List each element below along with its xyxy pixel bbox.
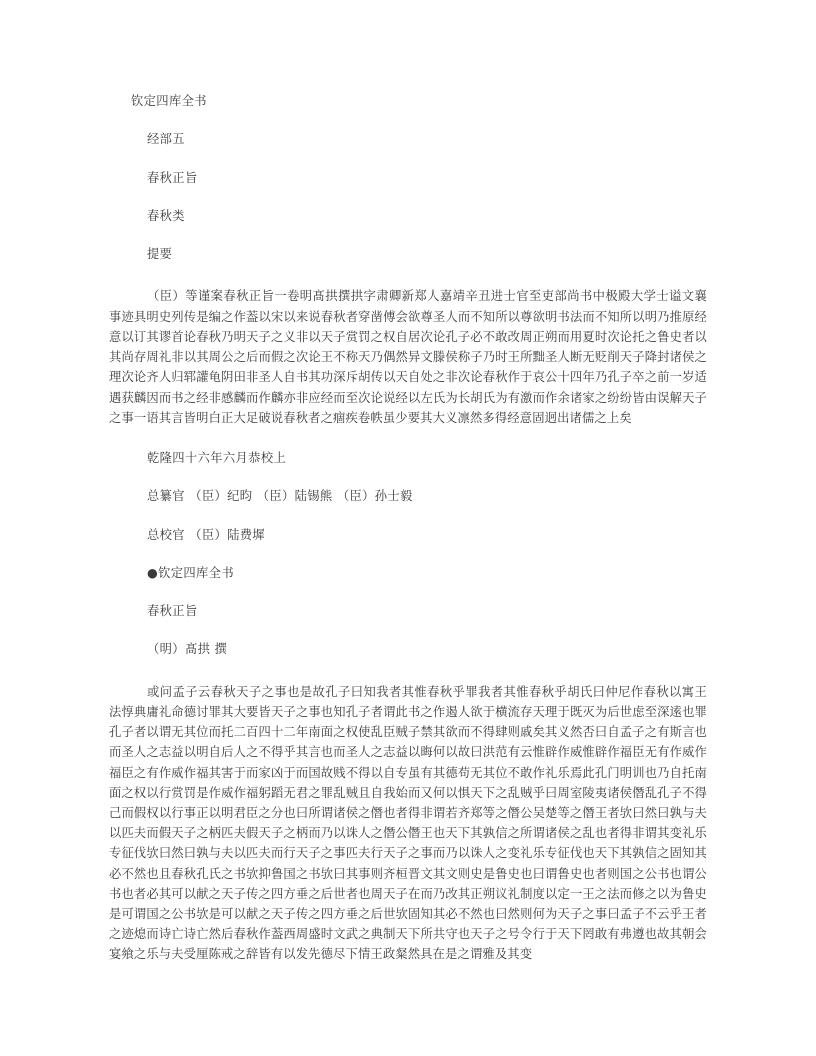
abstract-heading: 提要 xyxy=(147,247,173,262)
date-line: 乾隆四十六年六月恭校上 xyxy=(147,450,287,465)
body-collection-title: ●钦定四库全书 xyxy=(147,565,234,580)
document-body xyxy=(109,95,707,965)
collection-title: 钦定四库全书 xyxy=(131,94,207,108)
section-label: 经部五 xyxy=(147,132,185,147)
author-line: （明）髙拱 撰 xyxy=(147,642,228,657)
category-label: 春秋类 xyxy=(147,208,185,223)
abstract-paragraph: （臣）等谨案春秋正旨一卷明髙拱撰拱字肃卿新郑人嘉靖辛丑进士官至吏部尚书中极殿大学士谥文襄事迹具明史列传是编之作葢以宋以来说春秋者穿凿傅会欲尊圣人而不知所以尊欲明书法而不知所以明乃推原经意以订其谬首论春秋乃明天子之义非以天子赏罚之权自居次论孔子必不敢改周正朔而用夏时次论托之鲁史者以其尚存周礼非以其周公之后而假之次论王不称天乃偶然异文滕侯称子乃时王所黜圣人断无贬削天子降封诸侯之理次论齐人归郓讙龟阴田非圣人自书其功深斥胡传以天自处之非次论春秋作于哀公十四年乃孔子卒之前一岁适遇获麟因而书之经非感麟而作麟亦非应经而至次论说经以左氏为长胡氏为有激而作余诸家之纷纷皆由误解天子之事一语其言皆明白正大足破说春秋者之痼疾卷帙虽少要其大义凛然多得经意固迥出诸儒之上矣 xyxy=(109,289,707,425)
chief-compilers-line: 总纂官 （臣）纪昀 （臣）陆锡熊 （臣）孙士毅 xyxy=(147,489,413,504)
main-text-paragraph: 或问孟子云春秋天子之事也是故孔子曰知我者其惟春秋乎罪我者其惟春秋乎胡氏曰仲尼作春秋以寓王法惇典庸礼命德讨罪其大要皆天子之事也知孔子者谓此书之作遏人欲于横流存天理于既灭为后世虑至深逺也罪孔子者以谓无其位而托二百四十二年南面之权使乱臣贼子禁其欲而不得肆则戚矣其义然否曰自孟子之有斯言也而圣人之志益以明自后人之不得乎其言也而圣人之志益以晦何以故曰洪范有云惟辟作威惟辟作福臣无有作威作福臣之有作威作福其害于而家凶于而国故贱不得以自专虽有其德苟无其位不敢作礼乐焉此孔门明训也乃自托南面之权以行赏罚是作威作福躬蹈无君之罪乱贼且自我始而又何以惧天下之乱贼乎曰周室陵夷诸侯僭乱孔子不得己而假权以行事正以明君臣之分也曰所谓诸侯之僭也者得非谓若齐郑等之僭公吴楚等之僭王者欤曰然曰孰与夫以匹夫而假天子之柄匹夫假天子之柄而乃以诛人之僭公僭王也天下其孰信之所谓诸侯之乱也者得非谓其变礼乐专征伐欤曰然曰孰与夫以匹夫而行天子之事匹夫行天子之事而乃以诛人之变礼乐专征伐也天下其孰信之固知其必不然也且春秋孔氏之书欤抑鲁国之书欤曰其事则齐桓晋文其文则史是鲁史也曰谓鲁史也者则国之公书也谓公书也者必其可以献之天子传之四方垂之后世者也周天子在而乃改其正朔议礼制度以定一王之法而修之以为鲁史是可谓国之公书欤是可以献之天子传之四方垂之后世欤固知其必不然也曰然则何为天子之事曰孟子不云乎王者之迹熄而诗亡诗亡然后春秋作葢西周盛时文武之典制天下所共守也天子之号令行于天下罔敢有弗遵也故其朝会宴飨之乐与夫受厘陈戒之辞皆有以发先德尽下情王政粲然具在是之谓雅及其变 xyxy=(109,684,707,962)
work-title-header: 春秋正旨 xyxy=(147,170,198,185)
chief-proofreader-line: 总校官 （臣）陆费墀 xyxy=(147,527,266,542)
body-work-title: 春秋正旨 xyxy=(147,604,198,619)
